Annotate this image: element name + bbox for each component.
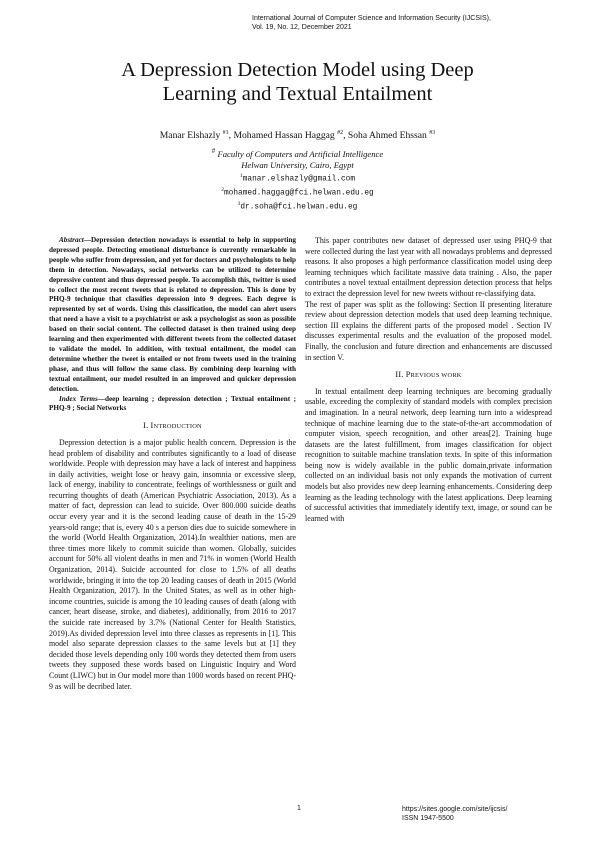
index-terms xyxy=(49,395,296,415)
email-3-sup: 3 xyxy=(237,201,241,208)
author-3-sup: #3 xyxy=(429,130,436,136)
footer-url: https://sites.google.com/site/ijcsis/ xyxy=(402,806,508,813)
author-list: Manar Elshazly $^{\#1}$, Mohamed Hassan Haggag $^{\#2}$, Soha Ahmed Ehssan $^{\#3}$ xyxy=(159,130,436,142)
intro-paragraph-3: The rest of paper was split as the following: Section II presenting literature review about depression detection models that used deep learning technique. section III explains the different parts of the proposed model . Section IV discusses experimental results and the evaluation of the proposed model. Finally, the conclusion and future direction and enhancements are discussed in section V. xyxy=(305,299,552,362)
abstract-text: —Depression detection nowadays is essential to help in supporting depressed people. Detecting emotional disturbance is currently remarkable in people who suffer from depression, and yet for doctors and psychologists to help them in detection. Nowadays, social networks can be utilized to determine depressive content and thus depressed people. To accomplish this, twitter is used to collect the most recent tweets that is related to depression. This is done by PHQ-9 technique that classifies depression into 9 degrees. Each degree is represented by set of words. Using this classification, the model can alert users that need a have a visit to a psychiatrist or ask a psychologist as soon as possible based on their social content. The collected dataset is then trained using deep learning and then experimented with different tweets from the collected dataset to validate the model. In addition, with textual entailment, the model can determine whether the tweet is entailed or not from tweets used in the training phase, and thus will follow the same class. By combining deep learning with textual entailment, our model resulted in an improved and quicker depression detection. xyxy=(49,236,296,393)
index-terms-label: Index Terms xyxy=(59,394,98,403)
faculty-name: Faculty of Computers and Artificial Intelligence xyxy=(217,148,384,159)
section-2-heading: II. PREVIOUS WORK xyxy=(395,370,462,380)
email-line-2 xyxy=(0,185,595,199)
section-1-heading: I. INTRODUCTION xyxy=(143,421,202,431)
index-terms-text: —deep learning ; depression detection ; Textual entailment ; PHQ-9 ; Social Networks xyxy=(49,394,296,413)
intro-paragraph-1: Depression detection is a major public health concern. Depression is the head problem of disability and contributes significantly to a load of disease worldwide. People with depression may have a lack of interest and happiness in daily activities, weight lose or heavy gain, insomnia or excessive sleep, lack of energy, inability to concentrate, feelings of worthlessness or guilt and recurring thoughts of death (American Psychiatric Association, 2013). As a matter of fact, depression can lead to suicide. Over 800.000 suicide deaths occur every year and it is the second leading cause of death in the 15-29 years-old range; that is, every 40 s a person dies due to suicide somewhere in the world (World Health Organization, 2014).In wealthier nations, men are three times more likely to commit suicide than women. Globally, suicides account for 50% all violent deaths in men and 71% in women (World Health Organization, 2014). Suicide accounted for close to 1.5% of all deaths worldwide, bringing it into the top 20 leading causes of death in 2015 (World Health Organization, 2017). In the United States, as well as in other high-income countries, suicide is among the 10 leading causes of death (along with cancer, heart disease, stroke, and diabetes), additionally, from 2016 to 2017 the suicide rate increased by 3.7% (National Center for Health Statistics, 2019).As divided depression level into three classes as represents in [1]. This model also separate depression classes to the same levels but at [1] they decided those levels depending only 100 words they detected them from users tweets they supposed these words based on Linguistic Inquiry and Word Count (LIWC) but in Our model more than 1000 words based on recent PHQ-9 as will be decribed later. xyxy=(49,437,296,691)
journal-header xyxy=(252,14,491,32)
journal-volume: Vol. 19, No. 12, December 2021 xyxy=(252,24,352,31)
abstract-label: Abstract xyxy=(59,236,84,244)
paper-title xyxy=(40,58,555,106)
email-line-1 xyxy=(0,171,595,185)
left-column xyxy=(49,236,296,692)
affiliation-faculty xyxy=(0,146,595,160)
email-1-sup: 1 xyxy=(239,172,243,179)
university-name: Helwan University, Cairo, Egypt xyxy=(241,159,354,170)
page-number: 1 xyxy=(297,805,301,812)
author-1-sup: #1 xyxy=(222,130,229,136)
footer-block xyxy=(402,805,507,823)
email-1: manar.elshazly@gmail.com xyxy=(242,175,356,184)
author-1-name: Manar Elshazly xyxy=(159,130,221,142)
email-line-3 xyxy=(0,199,595,213)
intro-paragraph-2: This paper contributes new dataset of depressed user using PHQ-9 that were collected during the last year with all nowadays problems and depressed reasons. It also proposes a high performance classification model using deep learning techniques which facilitate massive data training . Also, the paper contributes a novel textual entailment depression detection process that helps to extract the depression level for new tweets without re-classifying data. xyxy=(305,236,552,298)
author-3-name: Soha Ahmed Ehssan xyxy=(347,130,427,142)
email-2: mohamed.haggag@fci.helwan.edu.eg xyxy=(224,189,374,198)
affiliation-sup: # xyxy=(211,147,216,155)
author-2-sup: #2 xyxy=(337,130,344,136)
email-3: dr.soha@fci.helwan.edu.eg xyxy=(240,203,358,212)
abstract xyxy=(49,236,296,395)
previous-work-paragraph-1: In textual entailment deep learning techniques are becoming gradually usable, exceeding the complexity of standard models with complex precision and imagination. In a neural network, deep learning turn into a widespread technique of machine learning due to the state-of-the-art accommodation of computer vision, speech recognition, and other areas[2]. Training huge datasets are the latest fulfillment, from images classification for object recognition to suitable machine translation texts. In spite of this information being now is widely available in the public domain,private information collected on an individual basis not only expands the motivation of current models but also provides new deep learning enhancements. Considering deep learning as the leading technology with the latest applications. Deep learning of successful activities that immediately identify text, image, or sound can be learned with xyxy=(305,386,552,523)
author-2-name: Mohamed Hassan Haggag xyxy=(233,130,335,142)
affiliation-block xyxy=(0,146,595,213)
title-line-1: A Depression Detection Model using Deep xyxy=(121,59,474,81)
right-column xyxy=(305,236,552,524)
title-line-2: Learning and Textual Entailment xyxy=(162,83,433,105)
journal-name: International Journal of Computer Science and Information Security (IJCSIS), xyxy=(252,15,491,22)
footer-issn: ISSN 1947-5500 xyxy=(402,815,454,822)
email-2-sup: 2 xyxy=(221,186,224,193)
